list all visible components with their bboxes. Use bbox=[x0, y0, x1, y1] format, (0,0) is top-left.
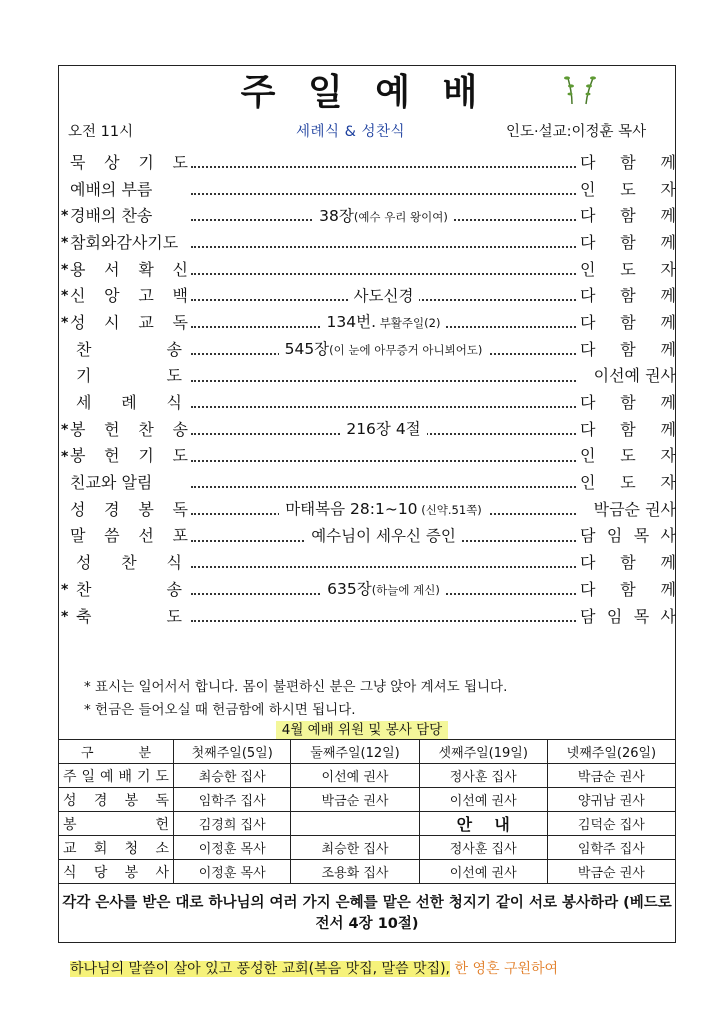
dotted-leader bbox=[191, 396, 576, 408]
order-row bbox=[58, 495, 676, 522]
order-item-responsible: 인 도 자 bbox=[580, 446, 676, 466]
schedule-cell: 안 내 bbox=[419, 812, 547, 836]
schedule-row-label: 주 일 예 배 기 도 bbox=[59, 764, 174, 788]
order-item-responsible: 담 임 목 사 bbox=[580, 526, 676, 546]
schedule-cell: 박금순 권사 bbox=[291, 788, 419, 812]
order-item-detail: 예수님이 세우신 증인 bbox=[191, 524, 576, 546]
schedule-cell: 박금순 권사 bbox=[547, 764, 675, 788]
schedule-cell: 정사훈 집사 bbox=[419, 764, 547, 788]
order-item-label: 성 찬 식 bbox=[76, 553, 182, 573]
order-item-label: 기 도 bbox=[76, 366, 182, 386]
standing-mark: * bbox=[61, 261, 69, 278]
dotted-leader bbox=[191, 209, 576, 221]
order-item-responsible: 인 도 자 bbox=[580, 179, 676, 199]
schedule-row bbox=[59, 788, 676, 812]
order-item-detail: 38장(예수 우리 왕이여) bbox=[191, 204, 576, 226]
schedule-cell bbox=[291, 812, 419, 836]
order-item-label: 성 시 교 독 bbox=[70, 312, 188, 332]
order-item-detail: 635장(하늘에 계신) bbox=[191, 577, 576, 599]
standing-mark: * bbox=[61, 288, 69, 305]
order-item-label: 묵 상 기 도 bbox=[70, 152, 188, 172]
order-item-detail: 마태복음 28:1~10 (신약.51쪽) bbox=[191, 497, 576, 519]
schedule-cell: 정사훈 집사 bbox=[419, 836, 547, 860]
order-item-responsible: 다 함 께 bbox=[580, 312, 676, 332]
dotted-leader bbox=[191, 156, 576, 168]
order-item-label: 말 씀 선 포 bbox=[70, 526, 188, 546]
order-row bbox=[58, 415, 676, 442]
order-row bbox=[58, 388, 676, 415]
schedule-cell: 양귀남 권사 bbox=[547, 788, 675, 812]
order-item-label: 찬 송 bbox=[76, 339, 182, 359]
order-item-responsible: 담 임 목 사 bbox=[580, 606, 676, 626]
dotted-leader bbox=[191, 236, 576, 248]
standing-mark: * bbox=[61, 608, 69, 625]
dotted-leader bbox=[191, 370, 576, 382]
order-item-responsible: 이선예 권사 bbox=[593, 366, 676, 386]
order-item-responsible: 다 함 께 bbox=[580, 553, 676, 573]
schedule-col-3: 셋째주일(19일) bbox=[419, 740, 547, 764]
order-item-detail: 545장(이 눈에 아무증거 아니뵈어도) bbox=[191, 337, 576, 359]
order-item-responsible: 다 함 께 bbox=[580, 419, 676, 439]
schedule-header-row bbox=[59, 740, 676, 764]
order-of-worship bbox=[58, 148, 676, 628]
order-item-label: 봉 헌 찬 송 bbox=[70, 419, 188, 439]
standing-mark: * bbox=[61, 448, 69, 465]
order-item-responsible: 다 함 께 bbox=[580, 232, 676, 252]
order-item-responsible: 다 함 께 bbox=[580, 286, 676, 306]
dotted-leader bbox=[191, 450, 576, 462]
order-row bbox=[58, 281, 676, 308]
bible-verse: 각각 은사를 받은 대로 하나님의 여러 가지 은혜를 맡은 선한 청지기 같이 서로 봉사하라 (베드로전서 4장 10절) bbox=[62, 895, 672, 932]
order-row bbox=[58, 442, 676, 469]
order-row bbox=[58, 548, 676, 575]
schedule-row bbox=[59, 764, 676, 788]
schedule-cell: 이정훈 목사 bbox=[174, 836, 291, 860]
schedule-cell: 이선예 권사 bbox=[291, 764, 419, 788]
order-item-responsible: 다 함 께 bbox=[580, 206, 676, 226]
schedule-row bbox=[59, 812, 676, 836]
schedule-row-label: 성 경 봉 독 bbox=[59, 788, 174, 812]
standing-mark: * bbox=[61, 421, 69, 438]
order-item-label: 세 례 식 bbox=[76, 393, 182, 413]
order-item-responsible: 다 함 께 bbox=[580, 579, 676, 599]
note-offering: * 헌금은 들어오실 때 헌금함에 하시면 됩니다. bbox=[84, 702, 356, 718]
schedule-row-label: 교 회 청 소 bbox=[59, 836, 174, 860]
dotted-leader bbox=[191, 476, 576, 488]
order-row bbox=[58, 575, 676, 602]
dotted-leader bbox=[191, 263, 576, 275]
schedule-table bbox=[58, 739, 676, 884]
order-row bbox=[58, 308, 676, 335]
dotted-leader bbox=[191, 583, 576, 595]
plant-decoration-icon bbox=[560, 70, 600, 106]
standing-mark: * bbox=[61, 235, 69, 252]
service-time: 오전 11시 bbox=[68, 124, 134, 140]
dotted-leader bbox=[191, 503, 576, 515]
order-item-label: 경배의 찬송 bbox=[70, 206, 153, 226]
schedule-cell: 이선예 권사 bbox=[419, 860, 547, 884]
page-title: 주 일 예 배 bbox=[240, 72, 484, 113]
schedule-cell: 최승한 집사 bbox=[174, 764, 291, 788]
schedule-cell: 임학주 집사 bbox=[547, 836, 675, 860]
order-item-label: 성 경 봉 독 bbox=[70, 499, 188, 519]
schedule-cell: 조용화 집사 bbox=[291, 860, 419, 884]
schedule-cell: 이선예 권사 bbox=[419, 788, 547, 812]
order-row bbox=[58, 522, 676, 549]
schedule-cell: 박금순 권사 bbox=[547, 860, 675, 884]
schedule-row-label: 식 당 봉 사 bbox=[59, 860, 174, 884]
dotted-leader bbox=[191, 343, 576, 355]
schedule-col-4: 넷째주일(26일) bbox=[547, 740, 675, 764]
dotted-leader bbox=[191, 183, 576, 195]
order-item-label: 봉 헌 기 도 bbox=[70, 446, 188, 466]
order-item-responsible: 다 함 께 bbox=[580, 152, 676, 172]
order-item-label: 신 앙 고 백 bbox=[70, 286, 188, 306]
order-item-label: 찬 송 bbox=[76, 579, 182, 599]
order-row bbox=[58, 335, 676, 362]
order-row bbox=[58, 602, 676, 629]
order-item-responsible: 인 도 자 bbox=[580, 473, 676, 493]
order-item-responsible: 다 함 께 bbox=[580, 339, 676, 359]
order-row bbox=[58, 362, 676, 389]
schedule-col-2: 둘째주일(12일) bbox=[291, 740, 419, 764]
order-item-label: 친교와 알림 bbox=[70, 473, 153, 493]
schedule-cell: 최승한 집사 bbox=[291, 836, 419, 860]
order-row bbox=[58, 201, 676, 228]
order-item-label: 참회와감사기도 bbox=[70, 232, 179, 252]
order-row bbox=[58, 175, 676, 202]
dotted-leader bbox=[191, 316, 576, 328]
order-item-responsible: 인 도 자 bbox=[580, 259, 676, 279]
standing-mark: * bbox=[61, 315, 69, 332]
order-item-responsible: 다 함 께 bbox=[580, 393, 676, 413]
church-motto: 하나님의 말씀이 살아 있고 풍성한 교회(복음 맛집, 말씀 맛집), 한 영혼 구원하여 bbox=[70, 961, 559, 977]
schedule-cell: 이정훈 목사 bbox=[174, 860, 291, 884]
schedule-row bbox=[59, 836, 676, 860]
service-leader: 인도·설교:이정훈 목사 bbox=[506, 124, 647, 140]
dotted-leader bbox=[191, 556, 576, 568]
order-item-detail: 사도신경 bbox=[191, 284, 576, 306]
schedule-row bbox=[59, 860, 676, 884]
schedule-cell: 임학주 집사 bbox=[174, 788, 291, 812]
dotted-leader bbox=[191, 610, 576, 622]
order-row bbox=[58, 468, 676, 495]
dotted-leader bbox=[191, 423, 576, 435]
order-item-detail: 134번. 부활주일(2) bbox=[191, 310, 576, 332]
schedule-row-label: 봉 헌 bbox=[59, 812, 174, 836]
schedule-cell: 김경희 집사 bbox=[174, 812, 291, 836]
schedule-cell: 김덕순 집사 bbox=[547, 812, 675, 836]
service-theme: 세례식 & 성찬식 bbox=[296, 124, 406, 140]
order-item-label: 축 도 bbox=[76, 606, 182, 626]
order-item-detail: 216장 4절 bbox=[191, 417, 576, 439]
note-standing: * 표시는 일어서서 합니다. 몸이 불편하신 분은 그냥 앉아 계셔도 됩니다. bbox=[84, 679, 508, 695]
order-item-responsible: 박금순 권사 bbox=[593, 499, 676, 519]
order-row bbox=[58, 255, 676, 282]
order-item-label: 예배의 부름 bbox=[70, 179, 153, 199]
schedule-col-1: 첫째주일(5일) bbox=[174, 740, 291, 764]
dotted-leader bbox=[191, 289, 576, 301]
schedule-header-label: 구 분 bbox=[59, 740, 174, 764]
order-item-label: 용 서 확 신 bbox=[70, 259, 188, 279]
dotted-leader bbox=[191, 530, 576, 542]
order-row bbox=[58, 228, 676, 255]
standing-mark: * bbox=[61, 582, 69, 598]
schedule-title: 4월 예배 위원 및 봉사 담당 bbox=[0, 718, 724, 738]
standing-mark: * bbox=[61, 208, 69, 225]
order-row bbox=[58, 148, 676, 175]
